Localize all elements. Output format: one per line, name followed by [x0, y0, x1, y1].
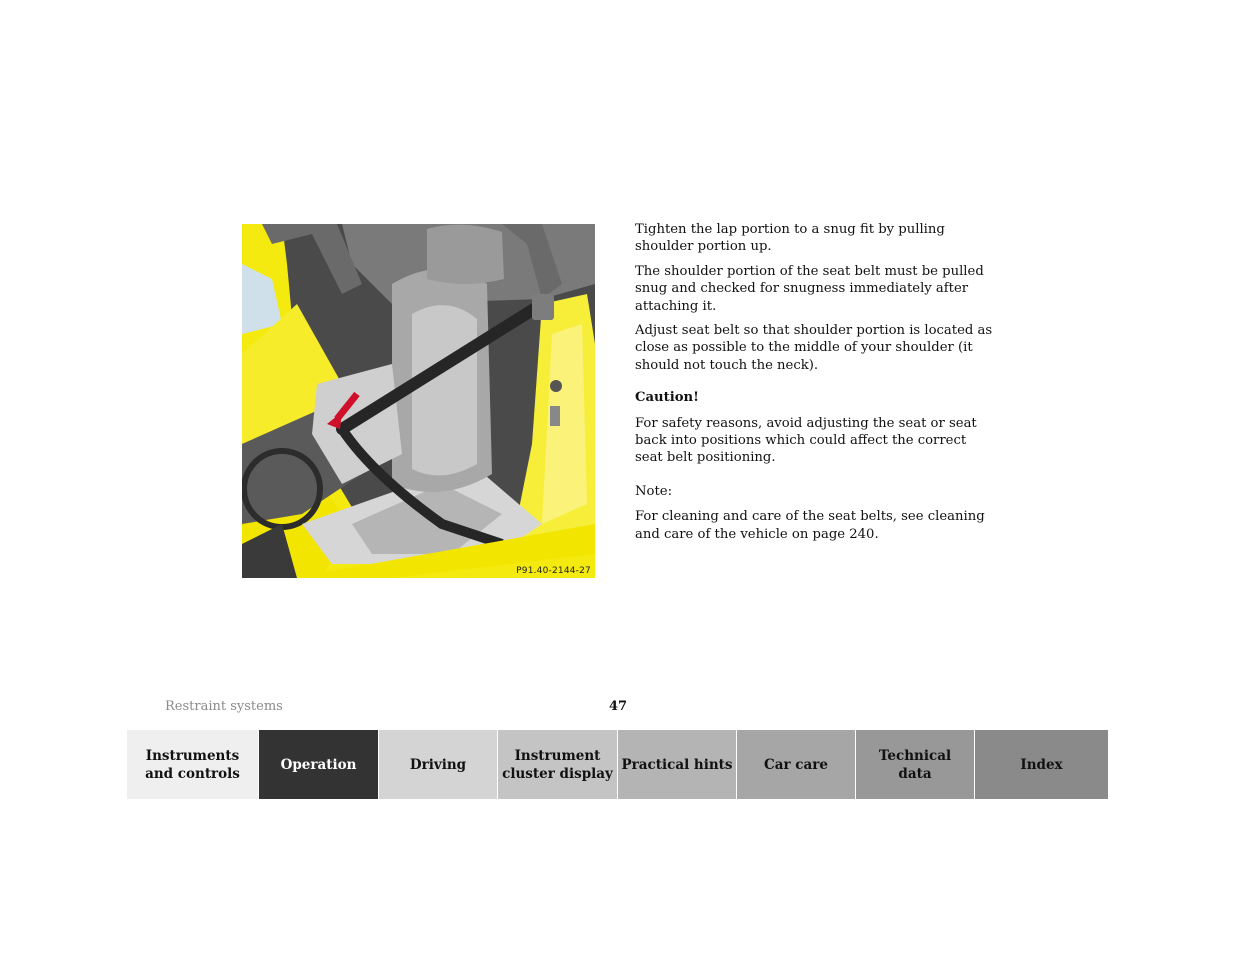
tab-operation[interactable]: Operation: [259, 730, 379, 799]
figure-code: P91.40-2144-27: [516, 566, 591, 576]
tab-instrument-cluster-display[interactable]: Instrument cluster display: [498, 730, 618, 799]
tab-practical-hints[interactable]: Practical hints: [618, 730, 737, 799]
paragraph: Tighten the lap portion to a snug fit by pulling shoulder portion up.: [635, 222, 945, 255]
tab-instruments-and-controls[interactable]: Instruments and controls: [127, 730, 259, 799]
tab-technical-data[interactable]: Technical data: [856, 730, 975, 799]
car-seat-drawing: [242, 224, 595, 578]
page-number: 47: [609, 699, 628, 714]
seat-belt-illustration: [242, 224, 595, 578]
caution-text: For safety reasons, avoid adjusting the seat or seat back into positions which could affect the correct seat belt positioning.: [635, 415, 977, 466]
chapter-nav: [127, 730, 1108, 799]
tab-index[interactable]: Index: [975, 730, 1108, 799]
note-heading: Note:: [635, 483, 673, 499]
paragraph: Adjust seat belt so that shoulder portion is located as close as possible to the middle of your shoulder (it should not touch the neck).: [635, 323, 993, 373]
section-title: Restraint systems: [165, 699, 283, 714]
paragraph: The shoulder portion of the seat belt must be pulled snug and checked for snugness immediately after attaching it.: [635, 263, 984, 314]
tab-driving[interactable]: Driving: [379, 730, 498, 799]
tab-car-care[interactable]: Car care: [737, 730, 856, 799]
caution-heading: Caution!: [635, 390, 699, 406]
note-text: For cleaning and care of the seat belts, see cleaning and care of the vehicle on page 240.: [635, 509, 985, 542]
body-text: [635, 221, 997, 550]
